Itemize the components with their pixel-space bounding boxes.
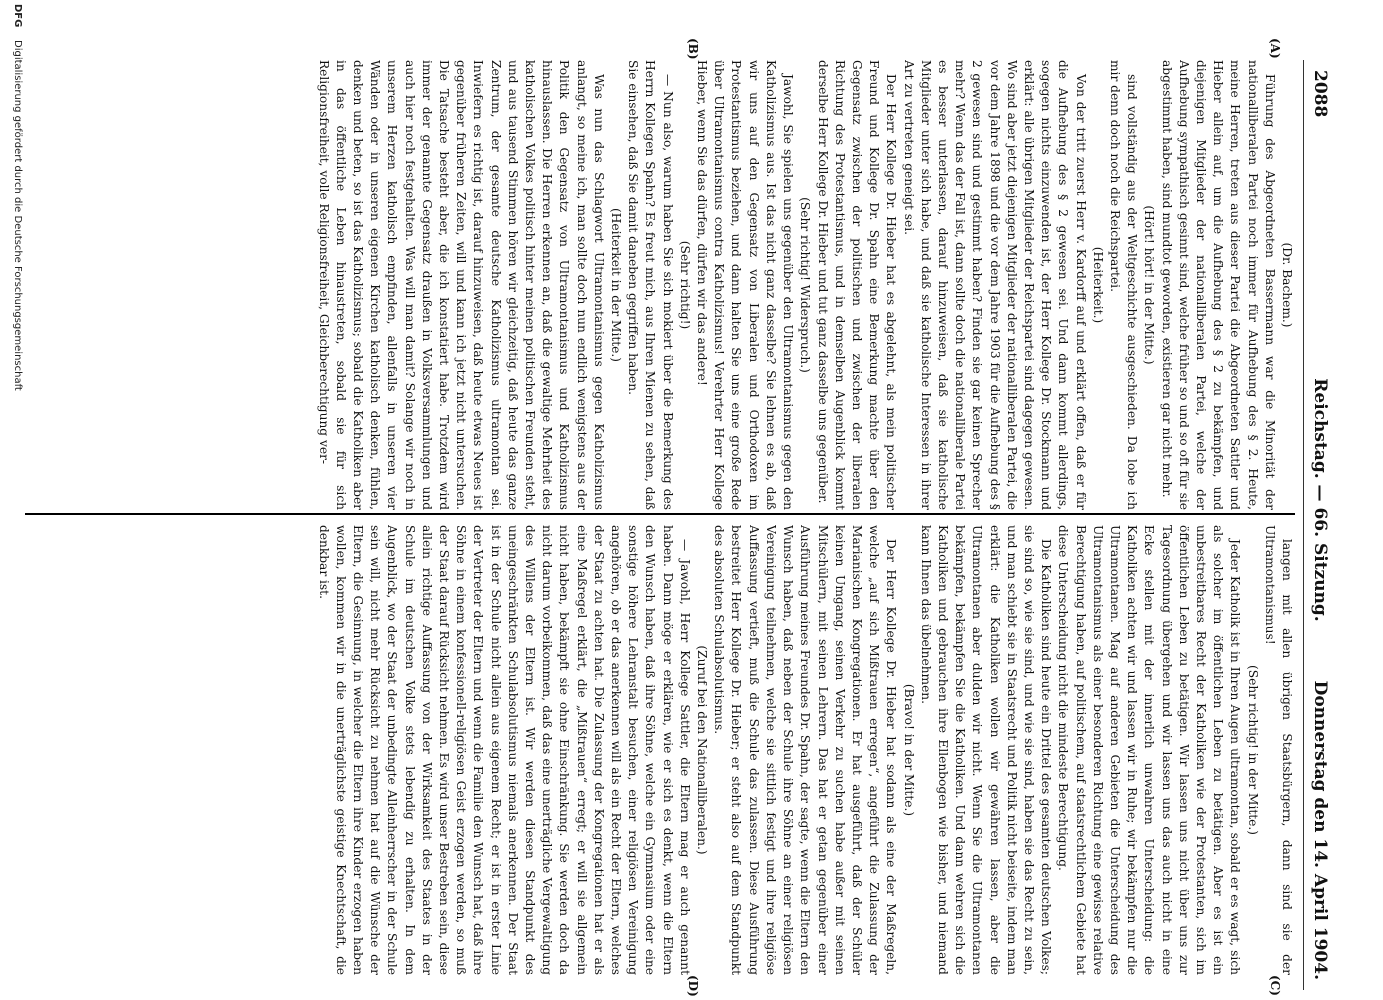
margin-marker-c: (C) [1268, 975, 1282, 996]
speaker-line: (Dr. Bachem.) [1280, 242, 1294, 328]
interjection: (Sehr richtig! in der Mitte.) [1245, 665, 1260, 835]
paragraph: — Nun also, warum haben Sie sich mokiert über die Bemerkung des Herrn Kollegen Spahn? Es freut mich, aus Ihren Mienen zu sehen, daß Sie einsehen, daß Sie damit daneben gegriffen haben. [626, 60, 675, 510]
interjection: (Bravo! in der Mitte.) [901, 683, 916, 817]
interjection: (Heiterkeit in der Mitte.) [609, 207, 624, 363]
page-number: 2088 [1310, 70, 1330, 118]
margin-marker-a: (A) [1268, 38, 1282, 59]
interjection: (Hört! hört! in der Mitte.) [1142, 205, 1157, 365]
paragraph: Der Herr Kollege Dr. Hieber hat es abgelehnt, als mein politischer Freund und Kollege Dr. Spahn eine Bemerkung machte über den Gegensatz zwischen der politischen und zwischen der liberalen Richtung des Protestantismus, und in demselben Augenblick kommt derselbe Herr Kollege Dr. Hieber und tut ganz dasselbe uns gegenüber. [815, 60, 899, 510]
right-column [25, 525, 1295, 975]
session-date: Donnerstag den 14. April 1904. [1310, 680, 1330, 980]
paragraph: Jawohl, Sie spielen uns gegenüber den Ultramontanismus gegen den Katholizismus aus. Ist das nicht ganz dasselbe? Sie lehnen es ab, daß wir uns auf den Gegensatz von Liberalen und Orthodoxen im Protestantismus beziehen, und dann halten Sie uns eine große Rede über Ultramontanismus contra Katholizismus! Verehrter Herr Kollege Hieber, wenn Sie das dürfen, dürfen wir das andere! [695, 60, 796, 510]
left-column [25, 60, 1295, 510]
paragraph: Führung des Abgeordneten Bassermann war die Minorität der nationalliberalen Partei noch immer für Aufhebung des § 2. Heute, meine Herren, treten aus dieser Partei die Abgeordneten Sattler und Hieber allein auf, um die Aufhebung des § 2 zu bekämpfen, und diejenigen Mitglieder der nationalliberalen Partei, welche der Aufhebung sympathisch gesinnt sind, welche früher so und so oft für sie abgestimmt haben, sind mundtot geworden, existieren gar nicht mehr. [1159, 60, 1277, 510]
page-title: Reichstag. — 66. Sitzung. [1310, 378, 1330, 622]
paragraph: Was nun das Schlagwort Ultramontanismus gegen Katholizismus anlangt, so meine ich, man sollte doch nun endlich wenigstens aus der Politik den Gegensatz von Ultramontanismus und Katholizismus hinauslassen. Die Herren erkennen an, daß die gewaltige Mehrheit des katholischen Volkes politisch hinter meinen politischen Freunden steht, und aus tausend Stimmen hören wir gleichzeitig, daß heute das ganze Zentrum, der gesamte deutsche Katholizismus ultramontan sei. Inwiefern es richtig ist, darauf hinzuweisen, daß heute etwas Neues ist gegenüber früheren Zeiten, will und kann ich jetzt nicht untersuchen. Die Tatsache besteht aber, die ich konstatiert habe. Trotzdem wird immer der genannte Gegensatz draußen in Volksversammlungen und auch hier noch festgehalten. Was will man damit? Solange wir noch in unserem Herzen katholisch empfinden, allenfalls in unseren vier Wänden oder in unseren eigenen Kirchen katholisch denken, fühlen, denken und beten, so ist das Katholizismus; sobald die Katholiken aber in das öffentliche Leben hinaustreten, sobald sie für sich Religionsfreiheit, volle Religionsfreiheit, Gleichberechtigung ver- [316, 60, 606, 510]
funding-note: Digitalisierung gefördert durch die Deutsche Forschungsgemeinschaft [12, 40, 23, 391]
paragraph: langen mit allen übrigen Staatsbürgern, dann sind sie der Ultramontanismus! [1262, 525, 1294, 975]
margin-marker-b: (B) [686, 38, 700, 60]
interjection: (Sehr richtig!) [677, 240, 692, 330]
paragraph: — Jawohl, Herr Kollege Sattler, die Eltern mag er auch genannt haben. Dann möge er erklären, wie er sich es denkt, wenn die Eltern den Wunsch haben, daß ihre Söhne, welche ein Gymnasium oder eine sonstige höhere Lehranstalt besuchen, einer religiösen Vereinigung angehören, ob er das anerkennen will als ein Recht der Eltern, welches der Staat zu achten hat. Die Zulassung der Kongregationen hat er als eine Maßregel erklärt, die „Mißtrauen“ erregt; er will sie allgemein nicht haben, bekämpft sie ohne Einschränkung. Sie werden doch da nicht darum vorbeikommen, daß das eine unerträgliche Vergewaltigung des Willens der Eltern ist. Wir werden diesen Standpunkt des uneingeschränkten Schulabsolutismus niemals anerkennen. Der Staat ist in der Schule nicht allein aus eigenem Recht; er ist in erster Linie der Vertreter der Eltern und wenn die Familie den Wunsch hat, daß ihre Söhne in einem konfessionell-religiösen Geist erzogen werden, so muß der Staat darauf Rücksicht nehmen. Es wird unser Bestreben sein, diese allein richtige Auffassung von der Wirksamkeit des Staates in der Schule im deutschen Volke stets lebendig zu erhalten. In dem Augenblick, wo der Staat der unbedingte Alleinherrscher in der Schule sein will, nicht mehr Rücksicht zu nehmen hat auf die Wünsche der Eltern, die Gesinnung, in welcher die Eltern ihre Kinder erzogen haben wollen, kommen wir in die unerträglichste geistige Knechtschaft, die denkbar ist. [316, 525, 692, 975]
interjection: (Sehr richtig! Widerspruch.) [798, 197, 813, 373]
paragraph: Von der tritt zuerst Herr v. Kardorff auf und erklärt offen, daß er für die Aufhebung des § 2 gewesen sei. Und dann kommt allerdings, sogegen nichts einzuwenden ist, der Herr Kollege Dr. Stockmann und erklärt: alle übrigen Mitglieder der Reichspartei sind dagegen gewesen. Wo sind aber jetzt diejenigen Mitglieder der nationalliberalen Partei, die vor dem Jahre 1898 und die vor dem Jahre 1903 für die Aufhebung des § 2 gewesen sind und gestimmt haben? Finden sie gar keinen Sprecher mehr? Wenn das der Fall ist, dann sollte doch die nationalliberale Partei es besser unterlassen, darauf hinzuweisen, daß sie katholische Mitglieder unter sich habe, und daß sie katholische Interessen in ihrer Art zu vertreten geneigt sei. [901, 60, 1088, 510]
dfg-logo: DFG [12, 4, 23, 28]
paragraph: Jeder Katholik ist in Ihren Augen ultramontan, sobald er es wagt, sich als solcher im öffentlichen Leben zu betätigen. Aber es ist ein unbestreitbares Recht der Katholiken wie der Protestanten, sich im öffentlichen Leben zu betätigen. Wir lassen uns nicht über uns zur Tagesordnung übergehen und wir lassen uns das auch nicht in eine Ecke stellen mit der innerlich unwahren Unterscheidung: die Katholiken achten wir und lassen wir in Ruhe; wir bekämpfen nur die Ultramontanen. Mag auf anderen Gebieten die Unterscheidung des Ultramontanismus als einer besonderen Richtung eine gewisse relative Berechtigung haben, auf politischem, auf staatsrechtlichem Gebiete hat diese Unterscheidung nicht die mindeste Berechtigung. [1056, 525, 1243, 975]
paragraph: Der Herr Kollege Dr. Hieber hat sodann als eine der Maßregeln, welche „auf sich Mißtrauen erregen“, angeführt die Zulassung der Marianischen Kongregationen. Er hat ausgeführt, daß der Schüler keinen Umgang, seinen Verkehr zu suchen habe außer mit seinen Mitschülern, mit seinen Lehrern. Das hat er getan gegenüber einer Ausführung meines Freundes Dr. Spahn, der sagte, wenn die Eltern den Wunsch haben, daß neben der Schule ihre Söhne an einer religiösen Vereinigung teilnehmen, welche sie sittlich festigt und ihre religiöse Auffassung vertieft, muß die Schule das zulassen. Diese Ausführung bestreitet Herr Kollege Dr. Hieber; er steht also auf dem Standpunkt des absoluten Schulabsolutismus. [712, 525, 899, 975]
paragraph: Die Katholiken sind heute ein Drittel des gesamten deutschen Volkes; sie sind so, wie sie sind, und wie sie sind, haben sie das Recht zu sein, und man schiebt sie in Staatsrecht und Politik nicht beiseite, indem man erklärt: die Katholiken wollen wir gewähren lassen, aber die Ultramontanen aber dulden wir nicht. Wenn Sie die Ultramontanen bekämpfen, bekämpfen Sie die Katholiken. Und dann wehren sich die Katholiken und gebrauchen ihre Ellenbogen wie bisher, und niemand kann Ihnen das übelnehmen. [918, 525, 1054, 975]
header-rule [1303, 60, 1304, 990]
margin-marker-d: (D) [686, 975, 700, 997]
interjection: (Heiterkeit.) [1090, 246, 1105, 324]
column-divider [25, 513, 1295, 515]
page-header [1302, 0, 1330, 1000]
interjection: (Zuruf bei den Nationalliberalen.) [695, 645, 710, 855]
paragraph: sind vollständig aus der Weltgeschichte ausgeschieden. Da lobe ich mir denn doch noch die Reichspartei. [1107, 60, 1140, 510]
